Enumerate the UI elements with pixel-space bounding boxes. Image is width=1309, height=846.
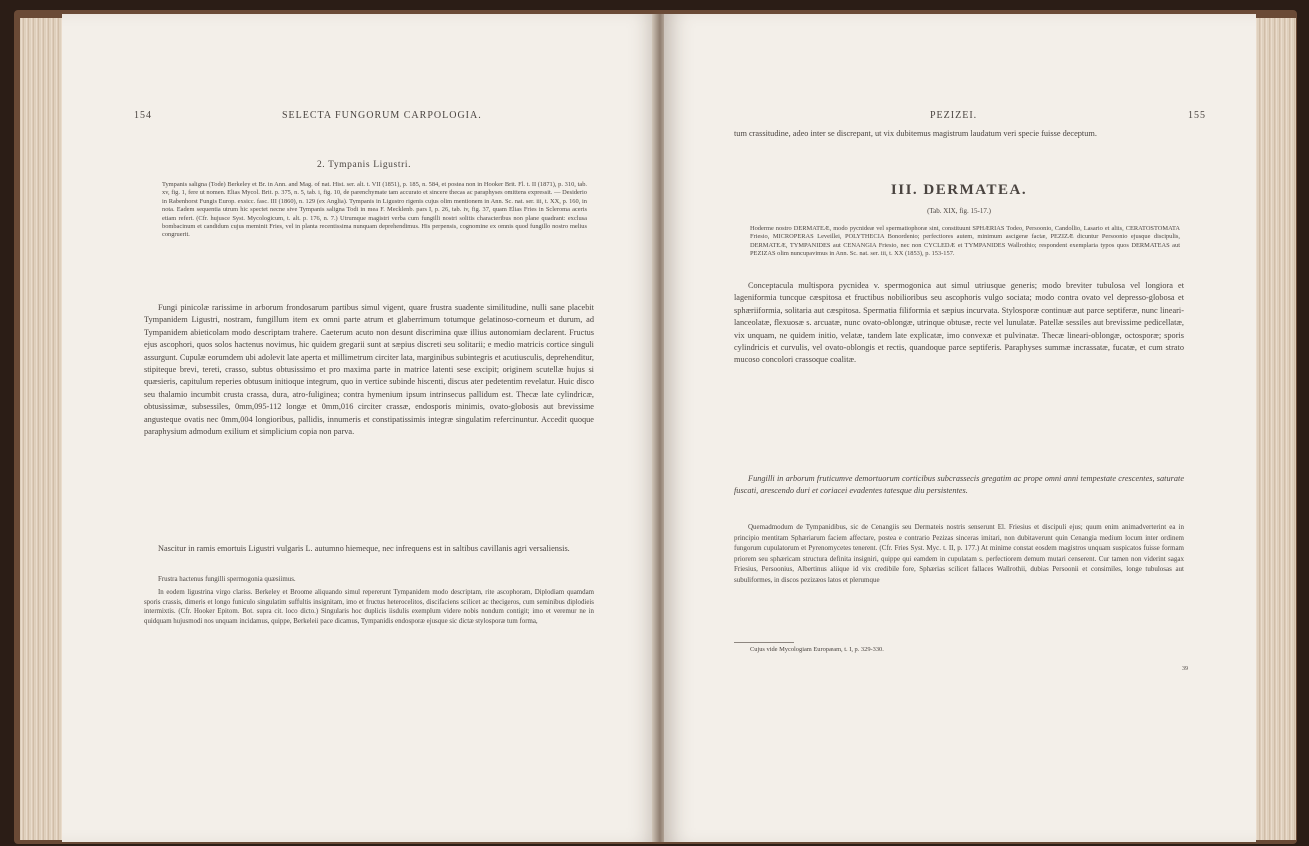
left-page: [62, 14, 658, 842]
right-paragraph-1: Conceptacula multispora pycnidea v. spermogonica aut simul utriusque generis; modo breviter tubulosa vel longiora et lageniformia tuncque cæspitosa et fructibus nobilioribus seu ascophoris vulgo sociata; modo contra ovato vel depresso-globosa et sphæriiformia, solitaria aut cæspitosa. Spermatia filiformia et sæpius incurvata. Stylosporæ continuæ aut parce septiferæ, nunc lineari-lanceolatæ, flexuosæ s. arcuatæ, nunc ovato-oblongæ, utrinque obtusæ, recte vel lunulatæ. Patellæ sessiles aut brevissime pedicellatæ, vix unquam, ne quidem initio, velatæ, tandem late explicatæ, imo convexæ et pulvinatæ. Thecæ lineari-oblongæ, octosporæ; sporis cylindricis et curvulis, vel ovato-oblongis et rectis, quandoque parce septiferis. Paraphyses summæ incrassatæ, fucatæ, et cum strato mucoso concolori crassoque coalitæ.: [734, 281, 1184, 365]
right-page-number: 155: [1188, 110, 1206, 121]
right-intro: tum crassitudine, adeo inter se discrepant, ut vix dubitemus magistrum laudatum veri specie fuisse deceptum.: [734, 129, 1097, 138]
right-page: [664, 14, 1256, 842]
footnote-rule: [734, 642, 794, 643]
left-paragraph-2: Nascitur in ramis emortuis Ligustri vulgaris L. autumno hiemeque, nec infrequens est in saltibus cavillanis agri versaliensis.: [158, 544, 570, 553]
right-paragraph-2: Fungilli in arborum fruticumve demortuorum corticibus subcrassecis gregatim ac prope omni anni tempestate crescentes, saturate fuscati, arescendo duri et coriacei evadentes tatesque diu persistentes.: [734, 474, 1184, 496]
left-paragraph-1: Fungi pinicolæ rarissime in arborum frondosarum partibus simul vigent, quare frustra suadente similitudine, nulli sane placebit Tympanidem Ligustri, nostram, fungillum item ex omni parte atrum et glaberrimum totumque gelatinoso-corneum et durum, ad Tympanidem abieticolam modo descriptam trahere. Caeterum acuto non desunt discrimina quæ illius autonomiam declarent. Fructus ejus ascophori, quos solos hactenus novimus, hic quidem gregarii sunt at sæpius discreti seu solitarii; e medio matricis cortice singuli assurgunt. Cupulæ eorumdem ubi adolevit late aperta et millimetrum circiter lata, marginibus subintegris et acutiusculis, deprehenditur, stipiteque brevi, tereti, crasso, subtus obtusissimo et pro maxima parte in matrice latenti sese excipit; originem scutellæ hujus si quæsieris, capitulum reperies obtusum initioque integrum, quo in vertice subinde hiscenti, discus ater pedetentim revelatur. Huic disco seu thalamio incumbit crusta crassa, dura, atro-fuliginea; contra hymenium ipsum intrinsecus pallidum est. Thecæ late cylindricæ, obtusissimæ, subsessiles, 0mm,095-112 longæ et 0mm,016 circiter crassæ, endosporis minimis, ovato-globosis aut brevissime angusteque ovatis nec 0mm,004 longioribus, pallidis, innumeris et constipatissimis integræ singulatim refercinuntur. Accedit quoque paraphysium admodum exilium et simplicium copia non parva.: [144, 303, 594, 437]
left-page-number: 154: [134, 110, 152, 121]
right-running-head: PEZIZEI.: [930, 110, 978, 121]
left-running-head: SELECTA FUNGORUM CARPOLOGIA.: [282, 110, 482, 121]
left-note-1: Frustra hactenus fungilli spermogonia quæsiimus.: [158, 576, 296, 583]
right-paragraph-3: Quemadmodum de Tympanidibus, sic de Cenangiis seu Dermateis nostris senserunt El. Friesius et discipuli ejus; quum enim animadverterint ea in principio mentitam Sphæriarum faciem affectare, postea e contrario Pezizas sinceras imitari, non dubitaverunt quin Cenangia medium locum inter ordinem fungorum cupulatorum et Pyrenomycetes tenerent. (Cfr. Fries Syst. Myc. t. II, p. 177.) At minime constat eosdem magistros unquam suspicatos fuisse formam priorem seu sphæricam structura definita insigniri, quippe qui eamdem in cupulatam s. perfectiorem demum mutari censerent. Cur tamen non viderint sagax Friesius, Persoonius, Albertinus aliique id vix credibile fore, Sphærias scilicet fallaces Wallrothii, dubias Persoonii et consimiles, longe tubulosas aut subuliformes, in discos pezizæos latos et plerumque: [734, 523, 1184, 584]
right-synonymy: Hoderme nostro DERMATEÆ, modo pycnideæ vel spermatiophoræ sint, constituunt SPHÆRIAS Todeo, Persoonio, Candollio, Lasario et aliis, CERATOSTOMATA Friesio, MICROPERAS Leveillei, POLYTHECIA Bonordenio; perfectiores autem, minimum ascigeræ factæ, PEZIZÆ dicuntur Persoonio ejusque discipulis, DERMATEÆ, TYMPANIDES aut CENANGIA Friesio, nec non CYCLEDÆ et TYMPANIDES Wallrothio; respondent exemplaria typos quos DERMATEAS aut PEZIZAS olim nuncupavimus in Ann. Sc. nat. ser. iii, t. XX (1853), p. 153-157.: [750, 225, 1180, 258]
left-section-title: 2. Tympanis Ligustri.: [316, 160, 412, 170]
left-page-edges: [20, 18, 68, 840]
right-plate-ref: (Tab. XIX, fig. 15-17.): [927, 207, 991, 215]
right-footnote: Cujus vide Mycologiam Europæam, t. I, p. 329-330.: [750, 646, 884, 653]
left-note-2: In eodem ligustrina virgo clariss. Berkeley et Broome aliquando simul repererunt Tympanidem modo descriptam, rite ascophoram, Diplodiam quamdam sporis crassis, dimeris et longo funiculo singulatim suffultis insignitam, imo et fructus heterocelitos, discifaciens scilicet ac thecigeros, cum seminibus diplodieis intermixtis. (Cfr. Hooker Epitom. Bot. supra cit. loco dicto.) Singularis hoc duplicis iisdulis exemplum videre nobis nondum contigit; imo et veremur ne in quidquam hujusmodi nos unquam incidamus, quippe, Berkeleii pace dicamus, Tympanidis endosporæ ejusque sic dictæ stylosporæ tum forma,: [144, 589, 594, 625]
left-synonymy: Tympanis saligna (Tode) Berkeley et Br. in Ann. and Mag. of nat. Hist. ser. alt. t. VII (1851), p. 185, n. 584, et postea non in Hooker Brit. Fl. t. II (1871), p. 310, tab. xv, fig. 1, fere ut nomen. Elias Mycol. Brit. p. 375, n. 5, tab. i, fig. 10, de parenchymate tam accurato et sincere thecas ac paraphyses omittens expressit. — Desiderio in Rabenhorst Fungis Europ. exsicc. fasc. III (1860), n. 129 (ex Anglia). Tympanis in Ligustro rigenis cujus olim mentionem in Ann. Sc. nat. ser. iii, t. XX, p. 160, in nota. Eadem sequentia utrum hic spectet necne sive Tympanis saligna Todi in mea F. Mecklenb. pars I, p. 26, tab. iv, fig. 37, quam Elias Fries in Scleroma aceris etiam refert. (Cfr. hujusce Syst. Mycologicum, t. alt. p. 176, n. 7.) Utrumque magistri verba cum fungilli nostri solitis characteribus non plane quadrant: exclusa bombacinum et candidum cujus meminit Fries, vel in planta recentissima nunquam deprehendimus. His perpensis, cognomine ex omnis quod fungillo nostro melius congruerit.: [162, 181, 587, 239]
right-section-title: III. DERMATEA.: [890, 182, 1028, 198]
signature-mark: 39: [1182, 666, 1188, 672]
